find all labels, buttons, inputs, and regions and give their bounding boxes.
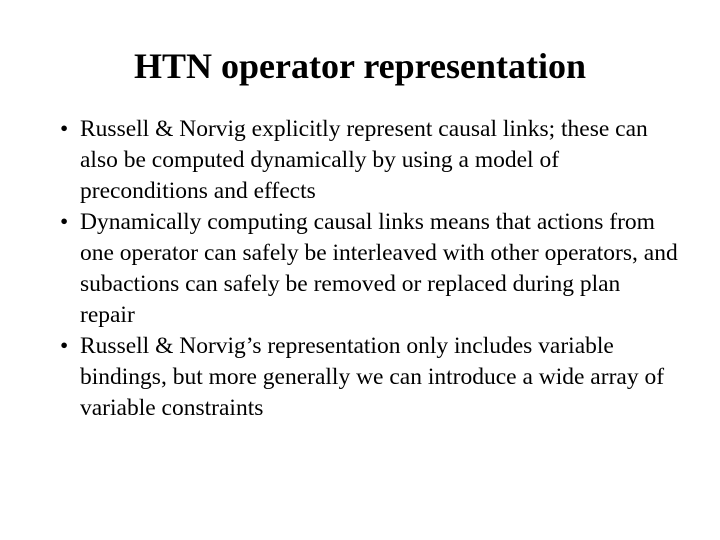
bullet-item [60,207,680,331]
bullet-item [60,331,680,424]
bullet-text: Russell & Norvig’s representation only includes variable bindings, but more generally we can introduce a wide array of variable constraints [80,333,665,421]
slide-title: HTN operator representation [134,46,586,86]
bullet-text: Dynamically computing causal links means that actions from one operator can safely be interleaved with other operators, and subactions can safely be removed or replaced during plan repair [80,209,678,328]
bullet-dot-icon: • [60,333,69,359]
bullet-dot-icon: • [60,116,69,142]
bullet-item [60,114,680,207]
bullet-list [60,114,680,424]
bullet-dot-icon: • [60,209,69,235]
bullet-text: Russell & Norvig explicitly represent causal links; these can also be computed dynamically by using a model of preconditions and effects [80,116,648,204]
